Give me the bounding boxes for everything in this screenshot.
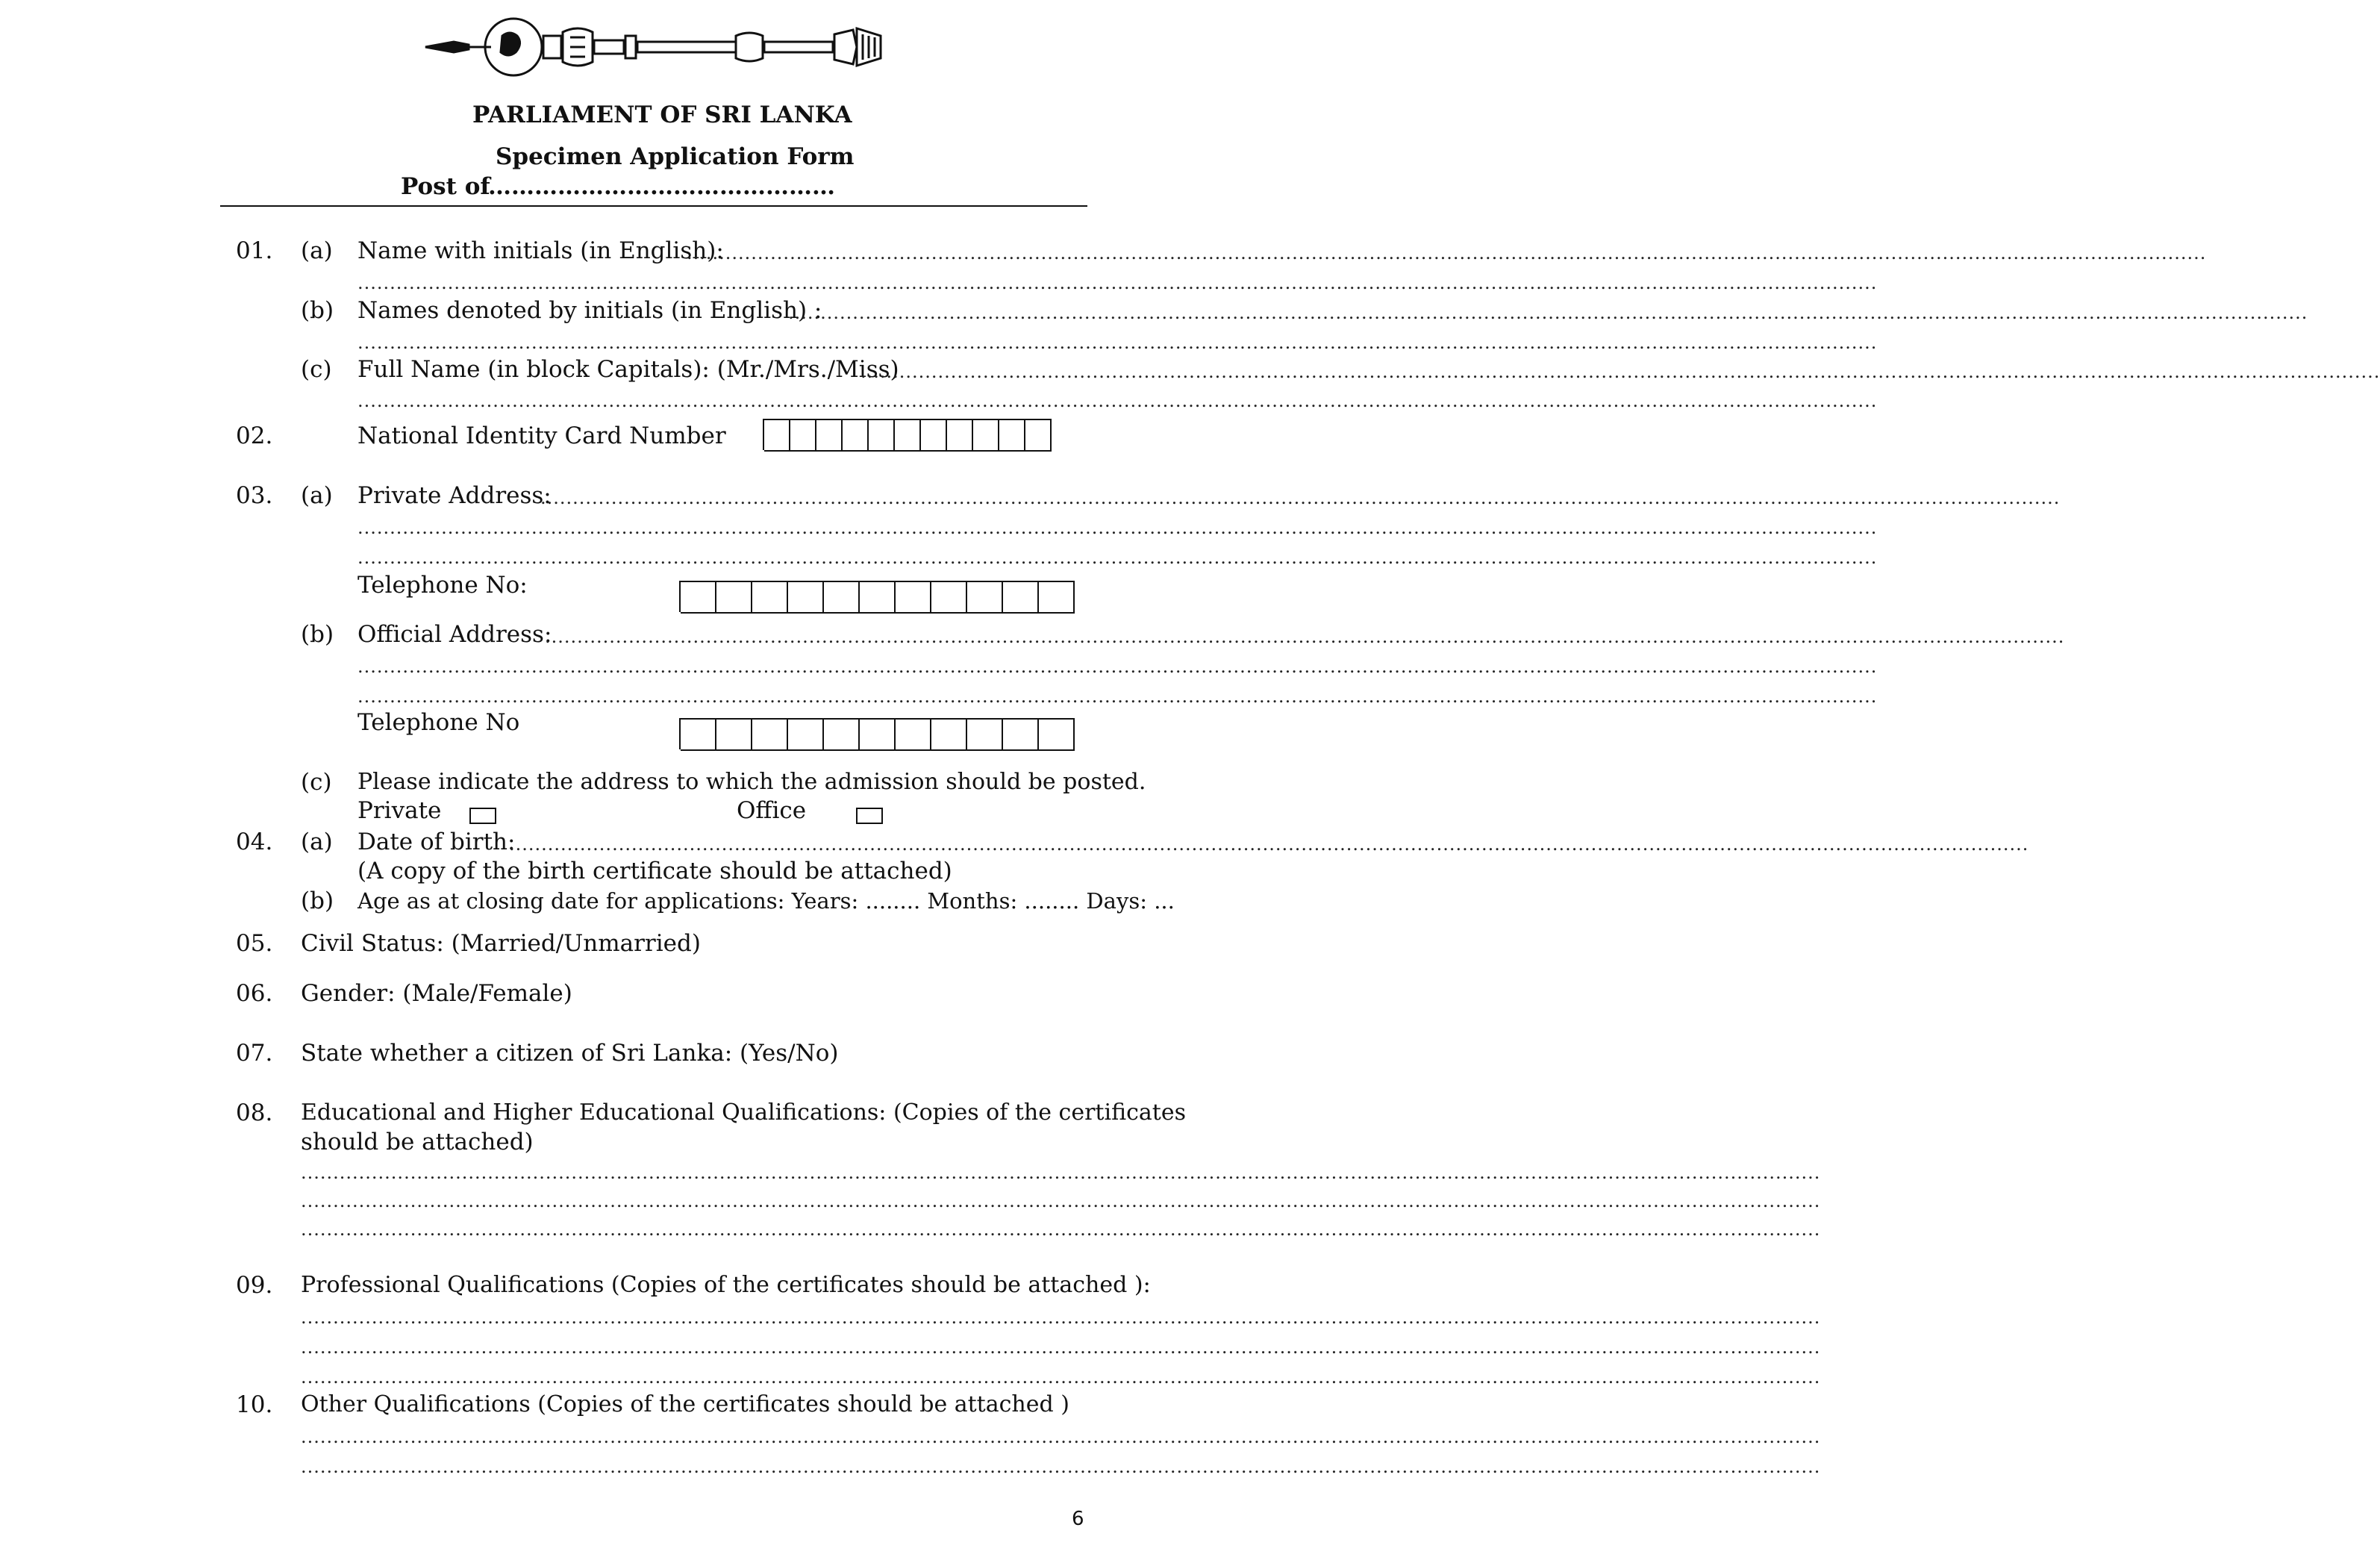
date-of-birth-field[interactable]: ............................................................................................................................................................................................................................................: [509, 834, 2029, 855]
item-01c-sub: (c): [301, 356, 332, 383]
birth-certificate-note: (A copy of the birth certificate should be attached): [357, 858, 952, 884]
educational-qualifications-field[interactable]: ............................................................................................................................................................................................................................................: [301, 1162, 1821, 1183]
professional-qualifications-field[interactable]: ............................................................................................................................................................................................................................................: [301, 1307, 1821, 1328]
date-of-birth-label: Date of birth:: [357, 829, 516, 855]
parliament-title: PARLIAMENT OF SRI LANKA: [472, 102, 852, 128]
official-address-label: Official Address:: [357, 621, 552, 648]
item-04-number: 04.: [236, 829, 273, 855]
private-address-label: Private Address:: [357, 482, 552, 509]
full-name-label: Full Name (in block Capitals): (Mr./Mrs./Miss): [357, 356, 899, 383]
item-09-number: 09.: [236, 1272, 273, 1299]
office-checkbox[interactable]: [856, 808, 883, 824]
option-office-label: Office: [737, 797, 807, 824]
educational-qualifications-field-line3[interactable]: ............................................................................................................................................................................................................................................: [301, 1219, 1821, 1240]
item-03a-sub: (a): [301, 482, 333, 509]
item-03-number: 03.: [236, 482, 273, 509]
official-address-field-line2[interactable]: ............................................................................................................................................................................................................................................: [357, 656, 1878, 677]
item-07-number: 07.: [236, 1040, 273, 1067]
admission-address-label: Please indicate the address to which the admission should be posted.: [357, 769, 1146, 795]
parliament-mace-emblem: [424, 13, 887, 81]
gender-label: Gender: (Male/Female): [301, 980, 572, 1007]
private-telephone-boxes[interactable]: [679, 581, 1075, 612]
professional-qualifications-field-line2[interactable]: ............................................................................................................................................................................................................................................: [301, 1337, 1821, 1358]
private-address-field-line3[interactable]: ............................................................................................................................................................................................................................................: [357, 547, 1878, 568]
names-by-initials-field[interactable]: ............................................................................................................................................................................................................................................: [788, 302, 2308, 323]
educational-qualifications-field-line2[interactable]: ............................................................................................................................................................................................................................................: [301, 1191, 1821, 1211]
form-title: Specimen Application Form: [496, 143, 855, 170]
private-address-field-line2[interactable]: ............................................................................................................................................................................................................................................: [357, 517, 1878, 538]
name-with-initials-field[interactable]: ............................................................................................................................................................................................................................................: [687, 243, 2207, 263]
name-with-initials-label: Name with initials (in English):: [357, 237, 724, 264]
private-checkbox[interactable]: [469, 808, 496, 824]
option-private-label: Private: [357, 797, 442, 824]
citizenship-label: State whether a citizen of Sri Lanka: (Yes/No): [301, 1040, 839, 1067]
page-number: 6: [1072, 1508, 1084, 1530]
private-address-field[interactable]: ............................................................................................................................................................................................................................................: [540, 487, 2061, 508]
private-telephone-label: Telephone No:: [357, 572, 528, 599]
official-address-field-line3[interactable]: ............................................................................................................................................................................................................................................: [357, 686, 1878, 707]
professional-qualifications-label: Professional Qualifications (Copies of the certificates should be attached ):: [301, 1272, 1151, 1298]
item-01-number: 01.: [236, 237, 273, 264]
educational-qualifications-label: Educational and Higher Educational Qualifications: (Copies of the certificates: [301, 1099, 1186, 1126]
item-10-number: 10.: [236, 1391, 273, 1418]
nic-number-boxes[interactable]: [763, 419, 1052, 450]
name-with-initials-field-line2[interactable]: ............................................................................................................................................................................................................................................: [357, 272, 1878, 293]
other-qualifications-field[interactable]: ............................................................................................................................................................................................................................................: [301, 1426, 1821, 1447]
item-01a-sub: (a): [301, 237, 333, 264]
item-08-number: 08.: [236, 1099, 273, 1126]
professional-qualifications-field-line3[interactable]: ............................................................................................................................................................................................................................................: [301, 1367, 1821, 1388]
educational-qualifications-label-line2: should be attached): [301, 1129, 534, 1155]
item-04b-sub: (b): [301, 887, 334, 914]
official-address-field[interactable]: ............................................................................................................................................................................................................................................: [545, 626, 2065, 647]
nic-label: National Identity Card Number: [357, 422, 726, 449]
item-04a-sub: (a): [301, 829, 333, 855]
post-of-field[interactable]: ………………………………………: [488, 173, 835, 200]
full-name-field-line2[interactable]: ............................................................................................................................................................................................................................................: [357, 390, 1878, 411]
item-02-number: 02.: [236, 422, 273, 449]
full-name-field[interactable]: ............................................................................................................................................................................................................................................: [861, 361, 2380, 382]
item-03b-sub: (b): [301, 621, 334, 648]
other-qualifications-field-line2[interactable]: ............................................................................................................................................................................................................................................: [301, 1456, 1821, 1477]
item-06-number: 06.: [236, 980, 273, 1007]
names-by-initials-label: Names denoted by initials (in English) :: [357, 297, 822, 324]
civil-status-label: Civil Status: (Married/Unmarried): [301, 930, 701, 957]
age-at-closing-label: Age as at closing date for applications: Years: ........ Months: ........ Days: ...: [357, 888, 1175, 914]
item-01b-sub: (b): [301, 297, 334, 324]
other-qualifications-label: Other Qualifications (Copies of the certificates should be attached ): [301, 1391, 1069, 1417]
item-03c-sub: (c): [301, 769, 332, 796]
header-divider: [220, 205, 1087, 207]
names-by-initials-field-line2[interactable]: ............................................................................................................................................................................................................................................: [357, 332, 1878, 353]
item-05-number: 05.: [236, 930, 273, 957]
post-of-label: Post of: [401, 173, 490, 200]
official-telephone-boxes[interactable]: [679, 718, 1075, 749]
official-telephone-label: Telephone No: [357, 709, 520, 736]
